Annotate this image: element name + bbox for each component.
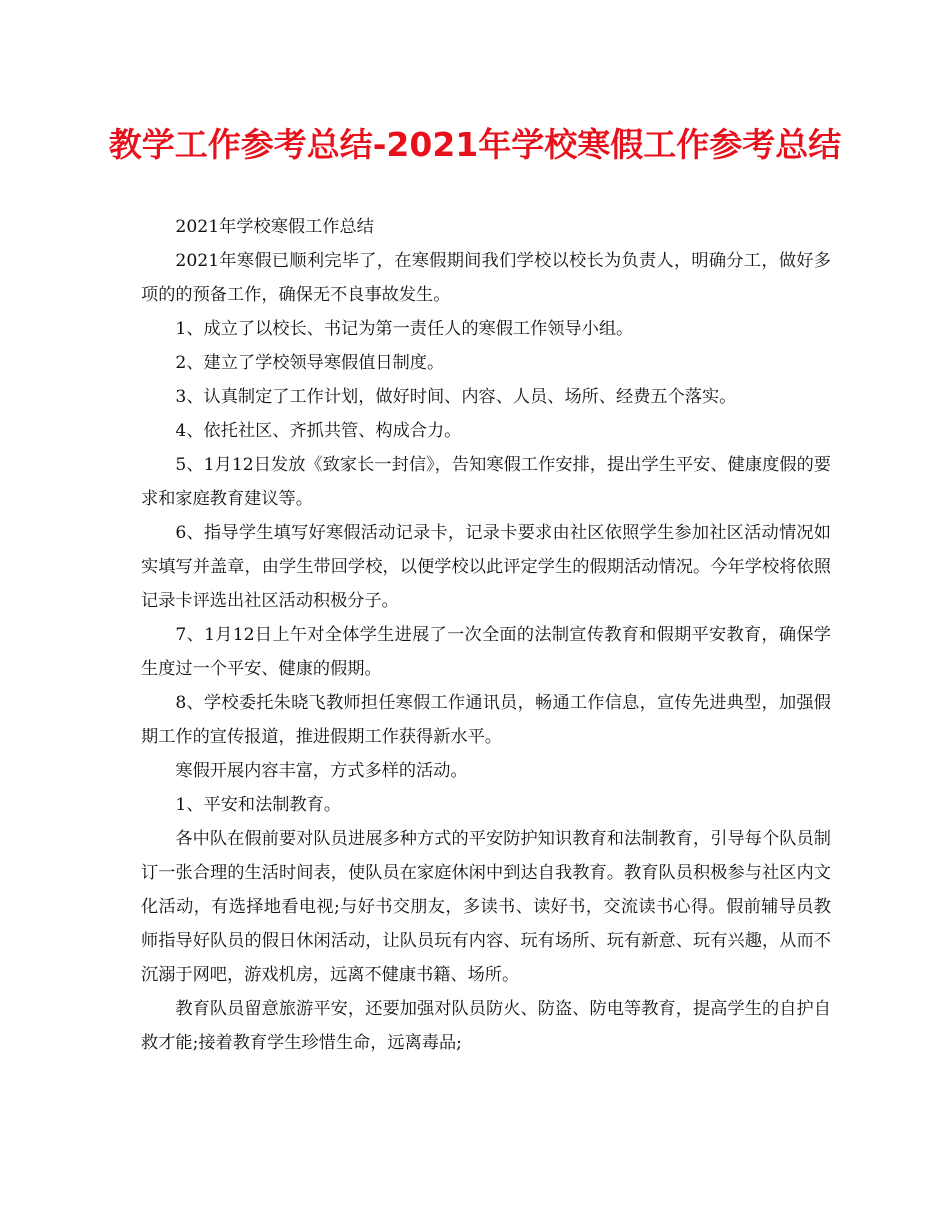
paragraph-activities-heading: 寒假开展内容丰富，方式多样的活动。	[175, 761, 468, 781]
document-title: 教学工作参考总结-2021年学校寒假工作参考总结	[108, 125, 842, 164]
paragraph-subtitle: 2021年学校寒假工作总结	[175, 217, 374, 237]
paragraph-item-7: 7、1月12日上午对全体学生进展了一次全面的法制宣传教育和假期平安教育，确保学生度过一个平安、健康的假期。	[141, 625, 831, 679]
paragraph-activity-1-safety: 教育队员留意旅游平安，还要加强对队员防火、防盗、防电等教育，提高学生的自护自救才能;接着教育学生珍惜生命，远离毒品;	[141, 999, 831, 1053]
paragraph-activity-1-heading: 1、平安和法制教育。	[175, 795, 342, 815]
paragraph-intro: 2021年寒假已顺利完毕了，在寒假期间我们学校以校长为负责人，明确分工，做好多项的的预备工作，确保无不良事故发生。	[141, 251, 831, 305]
paragraph-item-4: 4、依托社区、齐抓共管、构成合力。	[175, 421, 462, 441]
paragraph-item-8: 8、学校委托朱晓飞教师担任寒假工作通讯员，畅通工作信息，宣传先进典型，加强假期工作的宣传报道，推进假期工作获得新水平。	[141, 693, 831, 747]
paragraph-item-1: 1、成立了以校长、书记为第一责任人的寒假工作领导小组。	[175, 319, 634, 339]
paragraph-item-3: 3、认真制定了工作计划，做好时间、内容、人员、场所、经费五个落实。	[175, 387, 737, 407]
paragraph-item-5: 5、1月12日发放《致家长一封信》，告知寒假工作安排，提出学生平安、健康度假的要求和家庭教育建议等。	[141, 455, 831, 509]
document-body	[141, 210, 831, 1060]
paragraph-item-6: 6、指导学生填写好寒假活动记录卡，记录卡要求由社区依照学生参加社区活动情况如实填写并盖章，由学生带回学校，以便学校以此评定学生的假期活动情况。今年学校将依照记录卡评选出社区活动积极分子。	[141, 523, 831, 611]
paragraph-activity-1-body: 各中队在假前要对队员进展多种方式的平安防护知识教育和法制教育，引导每个队员制订一张合理的生活时间表，使队员在家庭休闲中到达自我教育。教育队员积极参与社区内文化活动，有选择地看电视;与好书交朋友，多读书、读好书，交流读书心得。假前辅导员教师指导好队员的假日休闲活动，让队员玩有内容、玩有场所、玩有新意、玩有兴趣，从而不沉溺于网吧，游戏机房，远离不健康书籍、场所。	[141, 829, 831, 985]
paragraph-item-2: 2、建立了学校领导寒假值日制度。	[175, 353, 445, 373]
